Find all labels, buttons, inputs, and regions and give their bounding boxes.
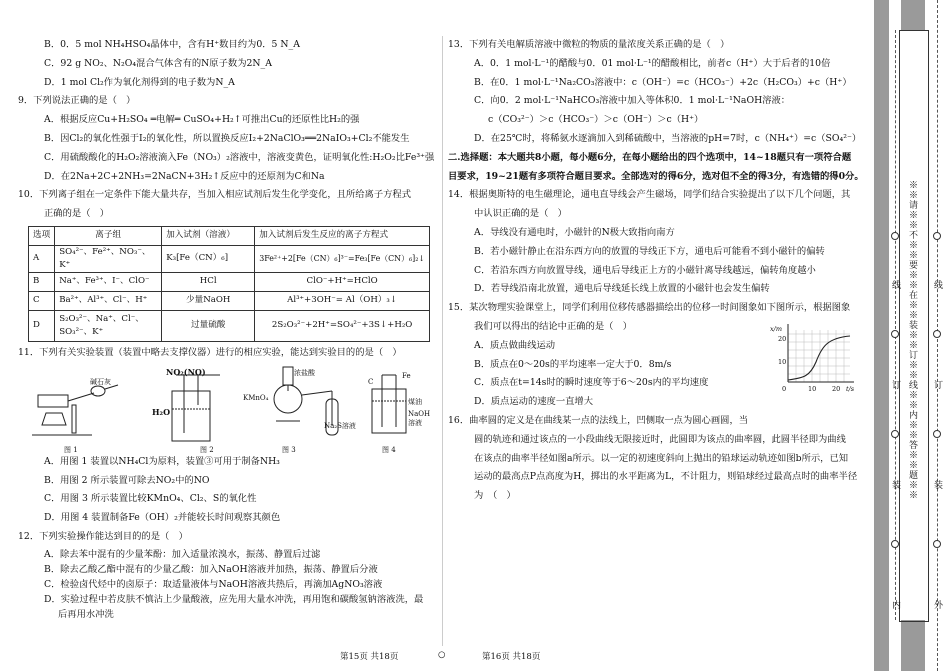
figure-4-caption: 图 4 xyxy=(382,445,396,454)
table-header: 加入试剂（溶液） xyxy=(162,226,255,245)
ion-table xyxy=(28,226,430,342)
table-cell: 3Fe²⁺+2[Fe（CN）₆]³⁻=Fe₃[Fe（CN）₆]₂↓ xyxy=(255,245,430,272)
table-cell: 2S₂O₃²⁻+2H⁺=SO₄²⁻+3S↓+H₂O xyxy=(255,310,430,341)
table-cell: D xyxy=(29,310,55,341)
binding-strip xyxy=(874,0,950,671)
q13-option-d: D．在25℃时，将稀氨水逐滴加入到稀硫酸中，当溶液的pH=7时，c（NH₄⁺）=c（SO₄²⁻） xyxy=(474,132,862,144)
section-heading-cont: 目要求，19~21题有多项符合题目要求。全部选对的得6分，选对但不全的得3分，有选错的得0分。 xyxy=(448,170,864,182)
figure-4-solution-label: 溶液 xyxy=(408,418,422,427)
q15-option-b: B．质点在0～20s的平均速率一定大于0．8m/s xyxy=(474,358,672,370)
figure-4-naoh-label: NaOH xyxy=(408,409,431,418)
question-10: 10．下列离子组在一定条件下能大量共存，当加入相应试剂后发生化学变化，且所给离子方程式 xyxy=(18,189,412,201)
table-cell: ClO⁻+H⁺=HClO xyxy=(255,272,430,291)
binding-hole-icon xyxy=(933,330,941,338)
figure-4-oil-label: 煤油 xyxy=(408,397,422,406)
binding-label-line-outer: 线 xyxy=(932,280,942,290)
q13-option-a: A．0．1 mol·L⁻¹的醋酸与0．01 mol·L⁻¹的醋酸相比，前者c（H⁺）大于后者的10倍 xyxy=(474,57,831,69)
binding-hole-icon xyxy=(891,540,899,548)
page-number-left: 第15页 共18页 xyxy=(340,652,399,662)
table-cell: Ba²⁺、Al³⁺、Cl⁻、H⁺ xyxy=(55,291,162,310)
graph-x-tick-10: 10 xyxy=(808,384,817,393)
figure-3-kmno4-label: KMnO₄ xyxy=(243,393,269,402)
table-cell: B xyxy=(29,272,55,291)
table-cell: K₃[Fe（CN）₆] xyxy=(162,245,255,272)
question-15-cont: 我们可以得出的结论中正确的是（ ） xyxy=(474,320,633,332)
q14-option-a: A．导线没有通电时，小磁针的N极大致指向南方 xyxy=(474,226,675,238)
table-row xyxy=(29,272,430,291)
q9-option-b: B．因Cl₂的氧化性强于I₂的氧化性，所以置换反应I₂+2NaClO₃══2NaIO₃+Cl₂不能发生 xyxy=(44,132,410,144)
binding-label-pack-outer: 装 xyxy=(932,480,942,490)
binding-hole-icon xyxy=(933,430,941,438)
table-cell: HCl xyxy=(162,272,255,291)
question-13: 13．下列有关电解质溶液中微粒的物质的量浓度关系正确的是（ ） xyxy=(448,39,730,50)
q8-option-b: B．0．5 mol NH₄HSO₄晶体中，含有H⁺数目约为0．5 N_A xyxy=(44,39,300,50)
binding-hole-icon xyxy=(891,430,899,438)
experiment-figures xyxy=(18,365,436,454)
table-header-row xyxy=(29,226,430,245)
q14-option-d: D．若导线沿南北放置，通电后导线延长线上放置的小磁针也会发生偏转 xyxy=(474,283,770,295)
binding-hole-icon xyxy=(933,540,941,548)
page-number-right: 第16页 共18页 xyxy=(482,652,541,662)
question-16: 16．曲率圆的定义是在曲线某一点的法线上，凹侧取一点为圆心画圆，当 xyxy=(448,414,749,426)
q9-option-c: C．用硫酸酸化的H₂O₂溶液滴入Fe（NO₃）₂溶液中，溶液变黄色，证明氧化性:H₂O₂比Fe³⁺强 xyxy=(44,151,435,163)
q11-option-a: A．用图 1 装置以NH₄Cl为原料，装置③可用于制备NH₃ xyxy=(44,455,280,467)
page-separator-icon: ○ xyxy=(438,650,446,660)
q8-option-c: C．92 g NO₂、N₂O₄混合气体含有的N原子数为2N_A xyxy=(44,57,272,69)
question-16-cont-4: 为 （ ） xyxy=(474,490,516,502)
table-cell: A xyxy=(29,245,55,272)
question-12: 12．下列实验操作能达到目的的是（ ） xyxy=(18,530,188,542)
q9-option-d: D．在2Na+2C+2NH₃=2NaCN+3H₂↑反应中的还原剂为C和Na xyxy=(44,170,325,182)
q15-option-a: A．质点做曲线运动 xyxy=(474,339,556,351)
table-cell: 过量硫酸 xyxy=(162,310,255,341)
q8-option-d: D．1 mol Cl₂作为氧化剂得到的电子数为N_A xyxy=(44,76,235,88)
figure-3-hcl-label: 浓盐酸 xyxy=(294,368,315,377)
table-cell: Al³⁺+3OH⁻= Al（OH）₃↓ xyxy=(255,291,430,310)
table-cell: Na⁺、Fe³⁺、I⁻、ClO⁻ xyxy=(55,272,162,291)
figure-2-caption: 图 2 xyxy=(200,445,214,454)
question-15: 15．某次物理实验课堂上，同学们利用位移传感器描绘出的位移一时间图象如下图所示，根据图象 xyxy=(448,302,851,314)
question-10-cont: 正确的是（ ） xyxy=(44,208,110,220)
table-row xyxy=(29,291,430,310)
binding-block-bottom xyxy=(901,620,925,671)
q13-option-c: C．向0．2 mol·L⁻¹NaHCO₃溶液中加入等体积0．1 mol·L⁻¹NaOH溶液： xyxy=(474,95,791,107)
figure-3-na2s-label: Na₂S溶液 xyxy=(324,421,356,430)
q12-option-d-cont: 后再用水冲洗 xyxy=(58,608,114,620)
figure-2-gas-label: NO₂(NO) xyxy=(166,366,206,377)
binding-block-top xyxy=(901,0,925,30)
binding-dash-inner xyxy=(895,30,896,620)
table-header: 离子组 xyxy=(55,226,162,245)
binding-label-line-inner: 线 xyxy=(890,280,900,290)
table-header: 选项 xyxy=(29,226,55,245)
binding-label-inside: 内 xyxy=(890,600,900,610)
table-row xyxy=(29,310,430,341)
q12-option-d: D．实验过程中若皮肤不慎沾上少量酸液，应先用大量水冲洗，再用饱和碳酸氢钠溶液洗，最 xyxy=(44,593,424,605)
binding-edge-left xyxy=(875,0,889,671)
table-row xyxy=(29,245,430,272)
q12-option-b: B．除去乙酸乙酯中混有的少量乙酸：加入NaOH溶液并加热，振荡、静置后分液 xyxy=(44,563,378,575)
q11-option-d: D．用图 4 装置制备Fe（OH）₂并能较长时间观察其颜色 xyxy=(44,512,281,524)
figure-4-c-label: C xyxy=(368,377,374,386)
figure-1-caption: 图 1 xyxy=(64,445,78,454)
table-cell: C xyxy=(29,291,55,310)
table-cell: 少量NaOH xyxy=(162,291,255,310)
question-16-cont-2: 在该点的曲率半径如图a所示。以一定的初速度斜向上抛出的铅球运动轨迹如图b所示，已知 xyxy=(474,452,849,464)
graph-x-tick-20: 20 xyxy=(832,384,841,393)
q14-option-b: B．若小磁针静止在沿东西方向的放置的导线正下方，通电后可能看不到小磁针的偏转 xyxy=(474,245,825,257)
graph-x-label: t/s xyxy=(846,384,855,393)
question-16-cont-1: 圆的轨迹和通过该点的一小段曲线无限接近时，此圆即为该点的曲率圆，此圆半径即为曲线 xyxy=(474,433,846,445)
table-cell: SO₄²⁻、Fe²⁺、NO₃⁻、K⁺ xyxy=(55,245,162,272)
binding-label-pack-inner: 装 xyxy=(890,480,900,490)
right-column xyxy=(448,36,864,506)
figure-1-reagent-label: 碱石灰 xyxy=(90,377,111,386)
q12-option-a: A．除去苯中混有的少量苯酚：加入适量浓溴水，振荡、静置后过滤 xyxy=(44,548,321,560)
binding-label-outside: 外 xyxy=(932,600,942,610)
binding-label-order-inner: 订 xyxy=(890,380,900,390)
binding-label-order-outer: 订 xyxy=(932,380,942,390)
question-14-cont: 中认识正确的是（ ） xyxy=(474,208,567,220)
q15-option-c: C．质点在t=14s时的瞬时速度等于6～20s内的平均速度 xyxy=(474,377,709,389)
section-heading: 二.选择题：本大题共8小题，每小题6分，在每小题给出的四个选项中，14~18题只有一项符合题 xyxy=(448,151,852,163)
question-14: 14．根据奥斯特的电生磁理论，通电直导线会产生磁场，同学们结合实验提出了以下几个问题，其 xyxy=(448,189,851,201)
q14-option-c: C．若沿东西方向放置导线，通电后导线正上方的小磁针离导线越远，偏转角度越小 xyxy=(474,264,816,276)
q11-option-b: B．用图 2 所示装置可除去NO₂中的NO xyxy=(44,474,210,486)
graph-y-tick-10: 10 xyxy=(778,357,787,366)
q15-option-d: D．质点运动的速度一直增大 xyxy=(474,396,594,408)
figure-1-apparatus xyxy=(32,365,128,449)
q15-block xyxy=(448,318,860,412)
question-16-cont-3: 运动的最高点P点高度为H，掷出的水平距离为L，不计阻力，则铅球经过最高点时的曲率半径 xyxy=(474,471,858,483)
question-11: 11．下列有关实验装置（装置中略去支撑仪器）进行的相应实验，能达到实验目的的是（ ） xyxy=(18,346,402,358)
graph-y-tick-20: 20 xyxy=(778,334,787,343)
figure-4-fe-label: Fe xyxy=(402,371,411,380)
binding-hole-icon xyxy=(933,232,941,240)
graph-origin: 0 xyxy=(782,384,787,393)
binding-hole-icon xyxy=(891,330,899,338)
q13-option-c-cont: c（CO₃²⁻）＞c（HCO₃⁻）＞c（OH⁻）＞c（H⁺） xyxy=(488,114,704,126)
graph-y-label: x/m xyxy=(770,324,783,333)
table-cell: S₂O₃²⁻、Na⁺、Cl⁻、SO₃²⁻、K⁺ xyxy=(55,310,162,341)
binding-warning-text: ※※请※※不※※要※※在※※装※※订※※线※※内※※答※※题※※ xyxy=(907,180,917,500)
left-column xyxy=(18,36,436,622)
q13-option-b: B．在0．1 mol·L⁻¹Na₂CO₃溶液中：c（OH⁻）=c（HCO₃⁻）+2c（H₂CO₃）+c（H⁺） xyxy=(474,76,852,88)
question-9: 9．下列说法正确的是（ ） xyxy=(18,95,136,107)
column-divider xyxy=(442,36,443,646)
q11-option-c: C．用图 3 所示装置比较KMnO₄、Cl₂、S的氧化性 xyxy=(44,493,257,505)
binding-hole-icon xyxy=(891,232,899,240)
figure-2-water-label: H₂O xyxy=(152,406,171,417)
q9-option-a: A．根据反应Cu+H₂SO₄ ═电解═ CuSO₄+H₂↑可推出Cu的还原性比H₂的强 xyxy=(44,114,360,126)
q12-option-c: C．检验卤代烃中的卤原子：取适量液体与NaOH溶液共热后，再滴加AgNO₃溶液 xyxy=(44,578,383,590)
figure-3-caption: 图 3 xyxy=(282,445,296,454)
table-header: 加入试剂后发生反应的离子方程式 xyxy=(255,226,430,245)
